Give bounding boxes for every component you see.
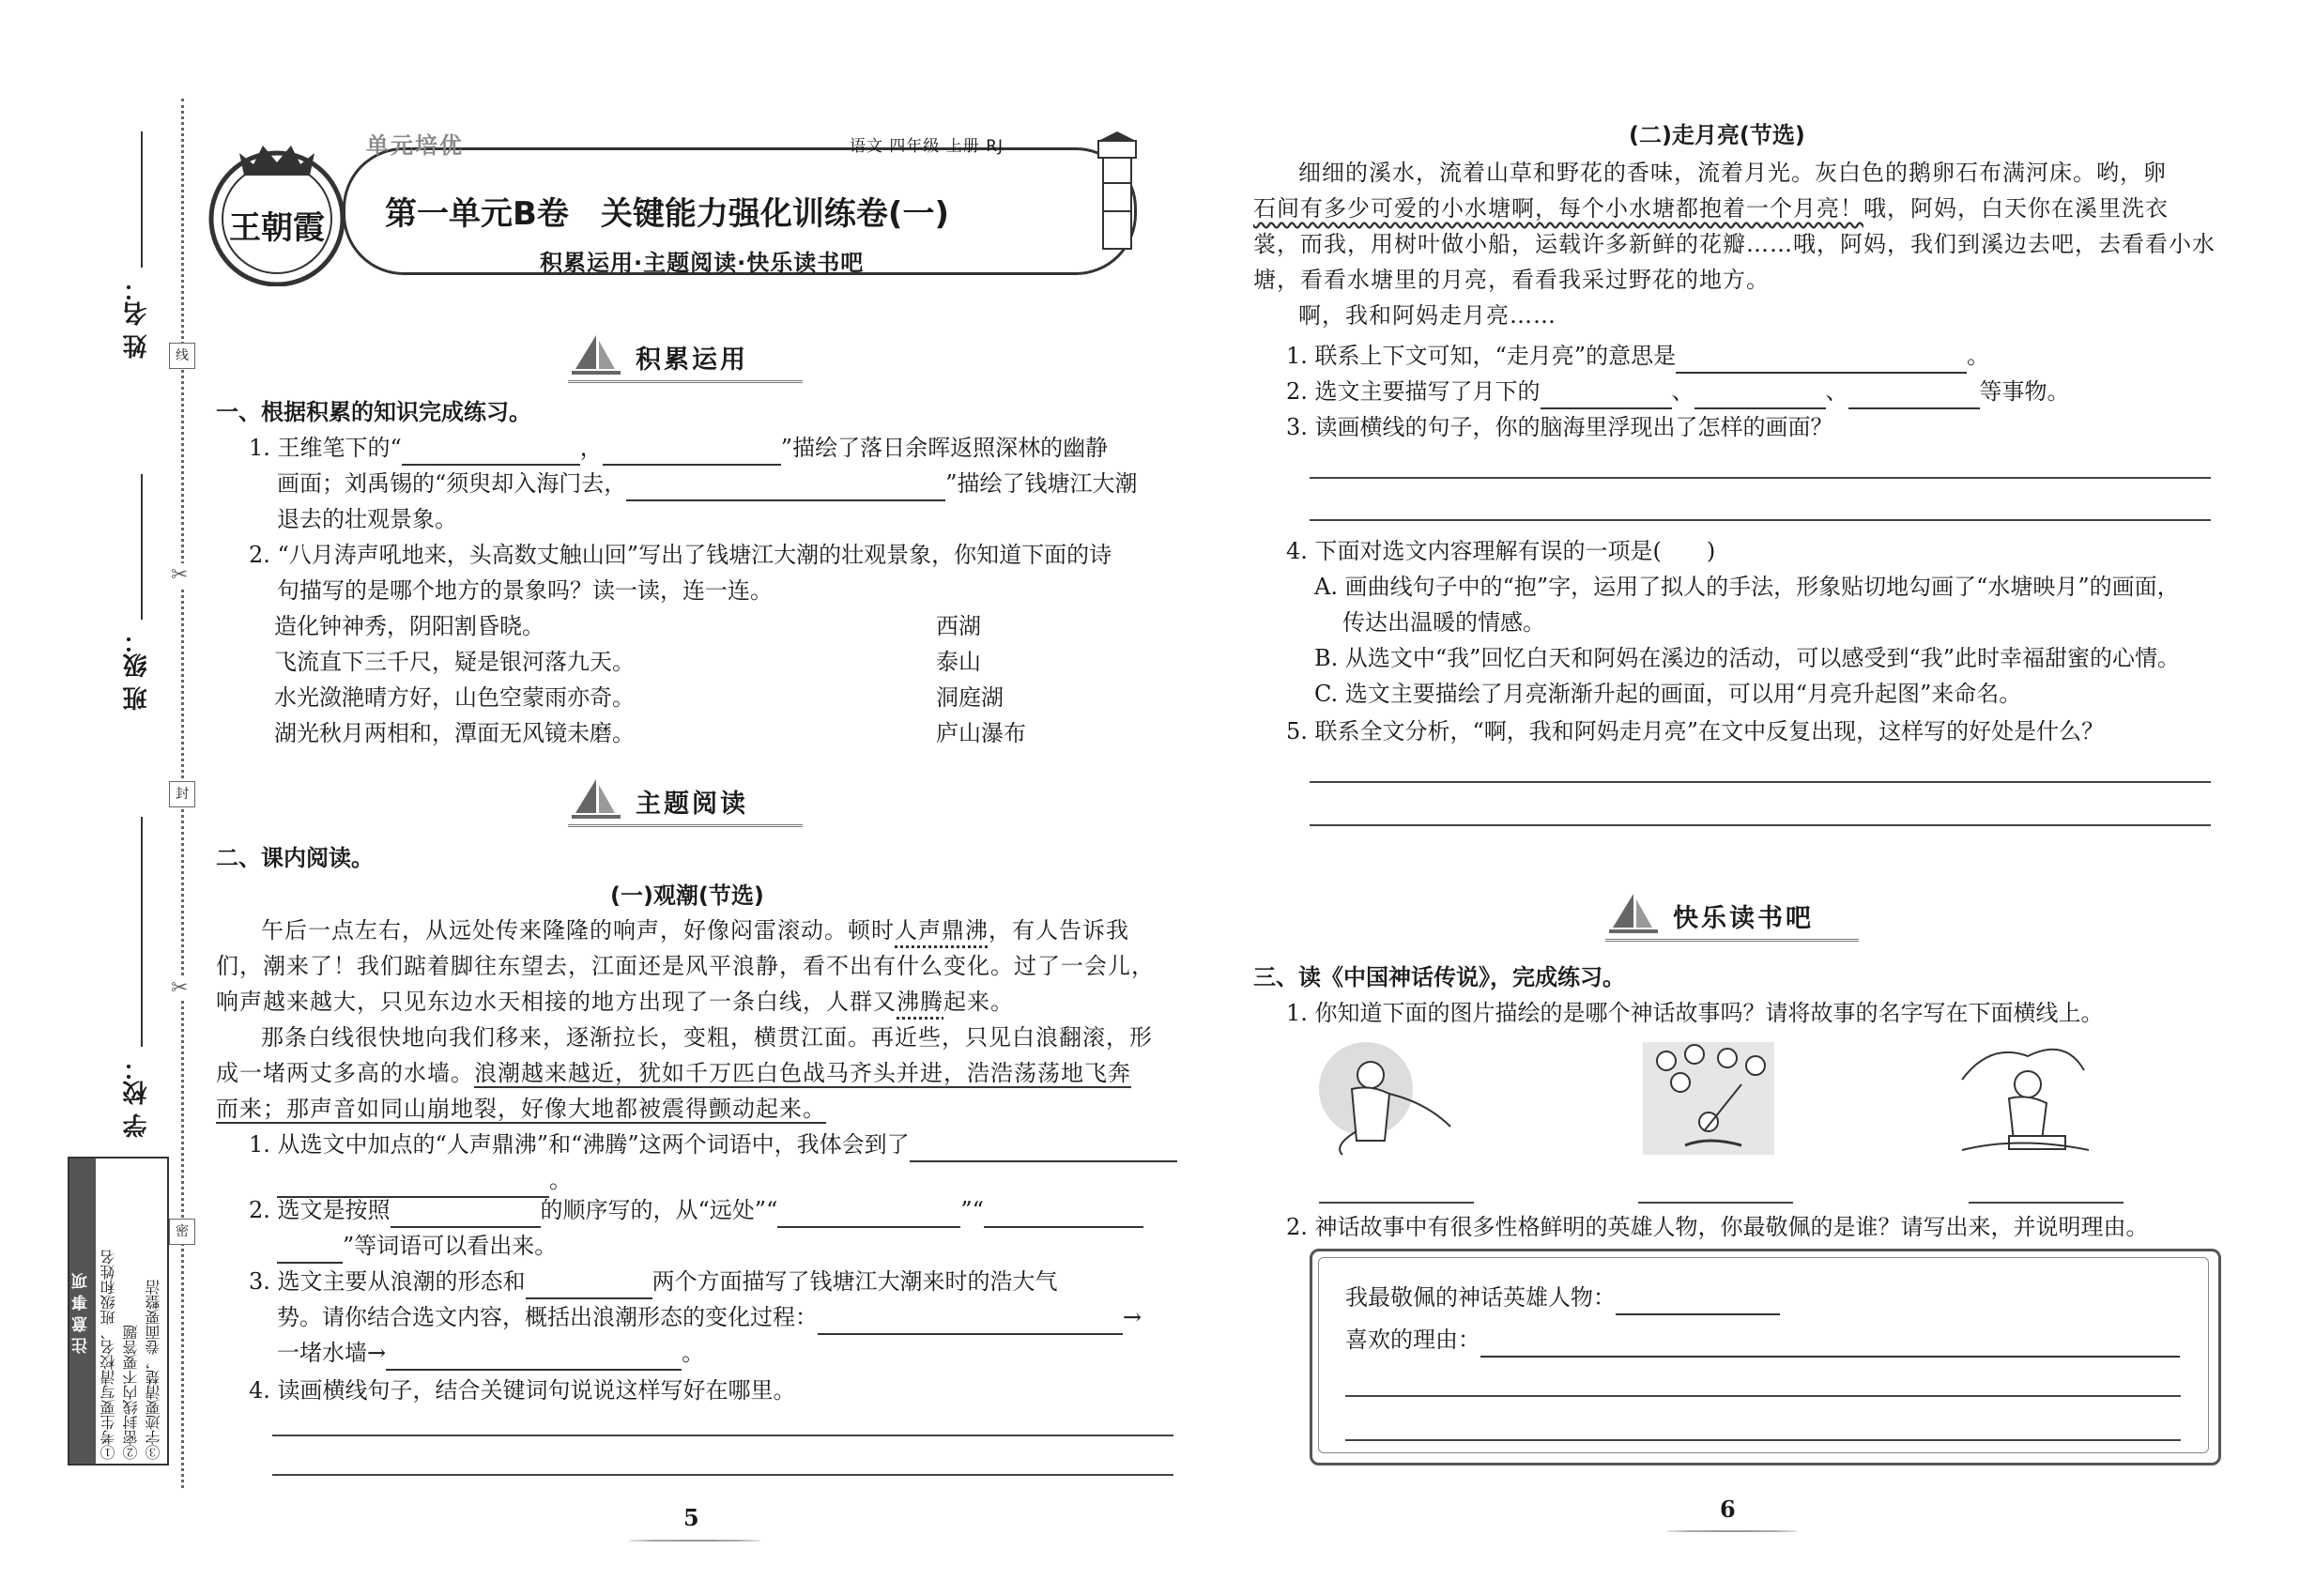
sailboat-icon bbox=[568, 333, 624, 376]
answer-blank[interactable] bbox=[984, 1200, 1143, 1228]
answer-blank[interactable] bbox=[386, 1343, 682, 1371]
class-label: 班 级： bbox=[123, 629, 151, 712]
sailboat-icon bbox=[568, 777, 624, 821]
logo-text: 王朝霞 bbox=[229, 209, 325, 247]
option-b[interactable]: B. 从选文中“我”回忆白天和阿妈在溪边的活动，可以感受到“我”此时幸福甜蜜的心情。 bbox=[1314, 645, 2180, 671]
notice-item: ①考生要写清校名、班级和姓名 bbox=[100, 1250, 117, 1460]
page-subtitle: 积累运用·主题阅读·快乐读书吧 bbox=[540, 250, 865, 276]
poem-line[interactable]: 水光潋滟晴方好，山色空蒙雨亦奇。 bbox=[274, 684, 635, 711]
answer-blank[interactable] bbox=[777, 1200, 960, 1228]
notice-box bbox=[68, 1157, 169, 1466]
answer-line[interactable] bbox=[1969, 1202, 2124, 1204]
passage1-title: (一)观潮(节选) bbox=[610, 882, 764, 909]
section-title: 主题阅读 bbox=[636, 790, 748, 819]
place-option[interactable]: 庐山瀑布 bbox=[936, 720, 1026, 746]
logo bbox=[202, 136, 352, 286]
scissors-icon: ✂ bbox=[171, 563, 189, 587]
answer-blank[interactable] bbox=[1541, 381, 1672, 409]
name-label: 姓 名： bbox=[123, 277, 151, 360]
section-rule bbox=[1605, 939, 1859, 942]
myth-image-kuafu bbox=[1953, 1033, 2093, 1159]
passage2-q5: 5. 联系全文分析，“啊，我和阿妈走月亮”在文中反复出现，这样写的好处是什么？ bbox=[1286, 718, 2105, 744]
page-number-right: 6 bbox=[1720, 1496, 1736, 1523]
answer-line[interactable] bbox=[1345, 1395, 2181, 1397]
passage2-q2: 2. 选文主要描写了月下的 、 、 等事物。 bbox=[1286, 374, 2070, 409]
myth-image-change-moon bbox=[1314, 1037, 1455, 1159]
poem-line[interactable]: 湖光秋月两相和，潭面无风镜未磨。 bbox=[274, 720, 635, 746]
passage2-title: (二)走月亮(节选) bbox=[1629, 122, 1805, 148]
answer-line[interactable] bbox=[1345, 1439, 2181, 1441]
meta-label: 语文 四年级 上册 RJ bbox=[850, 137, 1004, 156]
page-ornament bbox=[1666, 1530, 1798, 1532]
answer-line[interactable] bbox=[1310, 781, 2211, 783]
myth-image-houyi bbox=[1638, 1037, 1779, 1159]
notice-item: ②密封线内不要答题 bbox=[122, 1325, 140, 1460]
goddess-moon-icon bbox=[1314, 1037, 1455, 1159]
part2-heading: 二、课内阅读。 bbox=[216, 844, 374, 871]
part3-q2: 2. 神话故事中有很多性格鲜明的英雄人物，你最敬佩的是谁？请写出来，并说明理由。 bbox=[1286, 1214, 2149, 1240]
answer-blank[interactable] bbox=[626, 473, 945, 501]
wavy-underlined-sentence: 石间有多少可爱的小水塘啊，每个小水塘都抱着一个月亮！ bbox=[1253, 195, 1863, 222]
answer-blank[interactable] bbox=[910, 1134, 1177, 1162]
answer-blank[interactable] bbox=[818, 1307, 1123, 1335]
answer-blank[interactable] bbox=[1616, 1287, 1780, 1315]
series-label: 单元培优 bbox=[366, 132, 464, 159]
part2-q4: 4. 读画横线句子，结合关键词句说说这样写好在哪里。 bbox=[249, 1377, 796, 1404]
underlined-sentence: 浪潮越来越近，犹如千万匹白色战马齐头并进，浩浩荡荡地飞奔 bbox=[474, 1060, 1131, 1086]
cut-mark-feng: 封 bbox=[169, 781, 195, 807]
answer-blank[interactable] bbox=[526, 1271, 652, 1299]
section-rule bbox=[568, 380, 803, 383]
part2-q1: 1. 从选文中加点的“人声鼎沸”和“沸腾”这两个词语中，我体会到了 。 bbox=[249, 1127, 1178, 1198]
answer-line[interactable] bbox=[1638, 1202, 1793, 1204]
answer-blank[interactable] bbox=[402, 437, 580, 466]
sailboat-icon bbox=[1605, 892, 1662, 935]
option-a[interactable]: A. 画曲线句子中的“抱”字，运用了拟人的手法，形象贴切地勾画了“水塘映月”的画面， bbox=[1314, 574, 2180, 600]
class-field[interactable] bbox=[141, 474, 143, 620]
section-rule bbox=[568, 824, 803, 827]
passage1: 午后一点左右，从远处传来隆隆的响声，好像闷雷滚动。顿时人声鼎沸，有人告诉我 们，潮来了！我们踮着脚往东望去，江面还是风平浪静，看不出有什么变化。过了一会儿， 响声越来越大，只见东边水天相接的地方出现了一条白线，人群又沸腾起来。 那条白线很快地向我们移来，逐渐拉长，变粗，横贯江面。再近些，只见白浪翻滚，形 成一堵两丈多高的水墙。浪潮越来越近，犹如千万匹白色战马齐头并进，浩浩荡荡地飞奔 而来；那声音如同山崩地裂，好像大地都被震得颤动起来。 bbox=[216, 917, 1155, 1122]
school-field[interactable] bbox=[141, 817, 143, 1047]
poem-line[interactable]: 造化钟神秀，阴阳割昏晓。 bbox=[274, 613, 544, 639]
school-label: 学 校： bbox=[123, 1056, 151, 1139]
part3-heading: 三、读《中国神话传说》，完成练习。 bbox=[1253, 963, 1625, 990]
part2-q3: 3. 选文主要从浪潮的形态和 两个方面描写了钱塘江大潮来时的浩大气 势。请你结合选文内容，概括出浪潮形态的变化过程： → 一堵水墙→ 。 bbox=[249, 1264, 1188, 1371]
part1-heading: 一、根据积累的知识完成练习。 bbox=[216, 398, 531, 425]
answer-line[interactable] bbox=[1310, 519, 2211, 521]
page-title: 第一单元B卷 关键能力强化训练卷(一) bbox=[385, 195, 949, 233]
answer-line[interactable] bbox=[272, 1435, 1173, 1436]
answer-blank[interactable] bbox=[1694, 381, 1826, 409]
section-header-happy-reading bbox=[1605, 892, 1868, 948]
answer-blank[interactable] bbox=[277, 1235, 343, 1264]
part1-q1: 1. 王维笔下的“ ， ”描绘了落日余晖返照深林的幽静 画面；刘禹锡的“须臾却入海门去， ”描绘了钱塘江大潮 退去的壮观景象。 bbox=[249, 435, 1138, 532]
passage2-q1: 1. 联系上下文可知，“走月亮”的意思是 。 bbox=[1286, 338, 1989, 374]
section-header-reading bbox=[568, 777, 812, 834]
myth-hero-icon bbox=[1953, 1033, 2093, 1159]
poem-line[interactable]: 飞流直下三千尺，疑是银河落九天。 bbox=[274, 649, 635, 675]
answer-blank[interactable] bbox=[1480, 1329, 2180, 1358]
cut-mark-xian: 线 bbox=[169, 343, 195, 369]
answer-line[interactable] bbox=[272, 1474, 1173, 1476]
notice-item: ③字迹要清楚，卷面要整洁 bbox=[145, 1280, 162, 1460]
cut-mark-mi: 密 bbox=[169, 1219, 195, 1245]
reason-label: 喜欢的理由： bbox=[1345, 1322, 2180, 1358]
page-number-left: 5 bbox=[683, 1504, 699, 1531]
answer-blank[interactable] bbox=[1676, 345, 1967, 374]
scissors-icon: ✂ bbox=[171, 976, 189, 1000]
section-header-accumulation bbox=[568, 333, 812, 390]
hero-answer-box bbox=[1310, 1249, 2221, 1466]
passage2-q3: 3. 读画横线的句子，你的脑海里浮现出了怎样的画面？ bbox=[1286, 414, 1833, 440]
place-option[interactable]: 洞庭湖 bbox=[936, 684, 1004, 711]
answer-line[interactable] bbox=[1319, 1202, 1474, 1204]
place-option[interactable]: 西湖 bbox=[936, 613, 981, 639]
answer-blank[interactable] bbox=[603, 437, 781, 466]
archer-suns-icon bbox=[1638, 1037, 1779, 1159]
place-option[interactable]: 泰山 bbox=[936, 649, 981, 675]
passage2-q4: 4. 下面对选文内容理解有误的一项是( ) A. 画曲线句子中的“抱”字，运用了拟人的手法，形象贴切地勾画了“水塘映月”的画面， 传达出温暖的情感。 B. 从选文中“我”回忆白天和阿妈在溪边的活动，可以感受到“我”此时幸福甜蜜的心情。 C. 选文主要描绘了月亮渐渐升起的画面，可以用“月亮升起图”来命名。 bbox=[1286, 533, 2234, 712]
answer-line[interactable] bbox=[1310, 824, 2211, 826]
underlined-sentence: 而来；那声音如同山崩地裂，好像大地都被震得颤动起来。 bbox=[216, 1096, 826, 1122]
part3-q1: 1. 你知道下面的图片描绘的是哪个神话故事吗？请将故事的名字写在下面横线上。 bbox=[1286, 1000, 2104, 1026]
favorite-hero-label: 我最敬佩的神话英雄人物： bbox=[1345, 1280, 1780, 1315]
header bbox=[202, 117, 1183, 291]
page-ornament bbox=[629, 1540, 760, 1542]
section-title: 积累运用 bbox=[636, 345, 748, 375]
option-c[interactable]: C. 选文主要描绘了月亮渐渐升起的画面，可以用“月亮升起图”来命名。 bbox=[1314, 681, 2022, 707]
dotted-word: 沸腾 bbox=[897, 989, 943, 1015]
passage2: 细细的溪水，流着山草和野花的香味，流着月光。灰白色的鹅卵石布满河床。哟，卵 石间有多少可爱的小水塘啊，每个小水塘都抱着一个月亮！哦，阿妈，白天你在溪里洗衣 裳，而我，用树叶做小船，运载许多新鲜的花瓣……哦，阿妈，我们到溪边去吧，去看看小水 塘，看看水塘里的月亮，看看我采过野花的地方。 啊，我和阿妈走月亮…… bbox=[1253, 160, 2216, 329]
lighthouse-icon bbox=[1080, 131, 1155, 253]
name-field[interactable] bbox=[141, 131, 143, 268]
answer-line[interactable] bbox=[1310, 477, 2211, 479]
dotted-word: 人声鼎沸 bbox=[895, 917, 989, 944]
part1-q2: 2. “八月涛声吼地来，头高数丈触山回”写出了钱塘江大潮的壮观景象，你知道下面的诗 句描写的是哪个地方的景象吗？读一读，连一连。 bbox=[249, 542, 1112, 604]
answer-blank[interactable] bbox=[1848, 381, 1980, 409]
part2-q2: 2. 选文是按照 的顺序写的，从“远处”“ ”“ ”等词语可以看出来。 bbox=[249, 1192, 1178, 1264]
section-title: 快乐读书吧 bbox=[1673, 904, 1814, 933]
notice-title: 注意事项 bbox=[69, 1159, 96, 1464]
answer-blank[interactable] bbox=[391, 1200, 541, 1228]
